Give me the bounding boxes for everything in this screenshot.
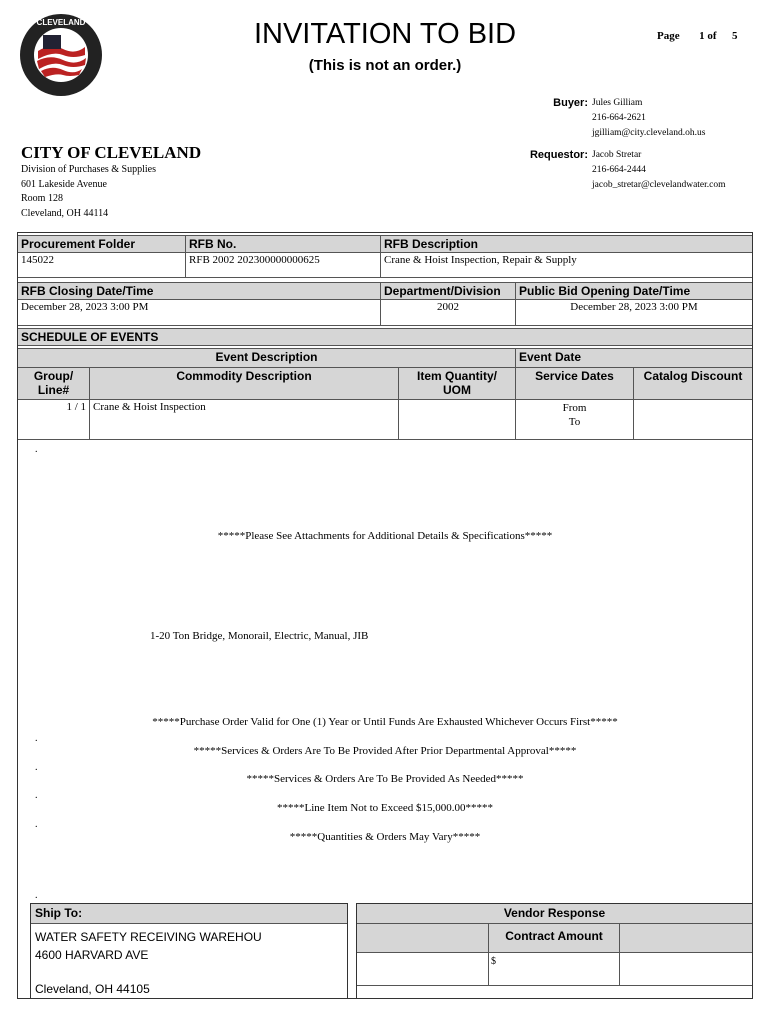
- vendor-right-blank: [620, 924, 752, 953]
- page-indicator: [657, 30, 738, 42]
- line-service-dates: [516, 400, 634, 440]
- commodity-header: Commodity Description: [90, 368, 399, 400]
- svg-text:CLEVELAND: CLEVELAND: [36, 18, 86, 27]
- ship-to-header: Ship To:: [31, 904, 347, 924]
- opening-value: December 28, 2023 3:00 PM: [516, 300, 752, 326]
- bullet-dot: .: [35, 790, 38, 801]
- event-desc-header: Event Description: [18, 348, 516, 368]
- requestor-info: [592, 148, 726, 193]
- page-total: 5: [732, 30, 738, 42]
- note-as-needed: *****Services & Orders Are To Be Provided As Needed*****: [246, 773, 524, 785]
- note-prior-approval: *****Services & Orders Are To Be Provided After Prior Departmental Approval*****: [193, 745, 577, 757]
- requestor-email: jacob_stretar@clevelandwater.com: [592, 180, 726, 190]
- vendor-right-cell: [620, 953, 752, 986]
- requestor-phone: 216-664-2444: [592, 165, 646, 175]
- bullet-dot: .: [35, 819, 38, 830]
- page-title: INVITATION TO BID: [253, 18, 517, 50]
- page-subtitle: (This is not an order.): [308, 57, 462, 74]
- bullet-dot: .: [35, 890, 38, 901]
- bullet-dot: .: [35, 762, 38, 773]
- ship-to-line3: Cleveland, OH 44105: [35, 982, 150, 996]
- org-address: [21, 163, 156, 221]
- catalog-discount-header: Catalog Discount: [634, 368, 752, 400]
- ship-to-address: [31, 924, 347, 998]
- org-city: Cleveland, OH 44114: [21, 207, 109, 219]
- requestor-name: Jacob Stretar: [592, 150, 642, 160]
- ship-to-line2: 4600 HARVARD AVE: [35, 948, 149, 962]
- buyer-phone: 216-664-2621: [592, 113, 646, 123]
- org-street: 601 Lakeside Avenue: [21, 178, 107, 190]
- closing-value: December 28, 2023 3:00 PM: [18, 300, 381, 326]
- org-name: CITY OF CLEVELAND: [21, 143, 202, 162]
- procurement-folder-value: 145022: [18, 253, 186, 278]
- opening-header: Public Bid Opening Date/Time: [516, 282, 752, 300]
- attachments-note: *****Please See Attachments for Additional Details & Specifications*****: [217, 530, 553, 542]
- procurement-folder-header: Procurement Folder: [18, 235, 186, 253]
- line-catalog-discount: [634, 400, 752, 440]
- vendor-left-blank: [357, 924, 489, 953]
- dept-header: Department/Division: [381, 282, 516, 300]
- bullet-dot: .: [35, 733, 38, 744]
- city-seal: [19, 13, 103, 97]
- service-dates-header: Service Dates: [516, 368, 634, 400]
- qty-uom-header: Item Quantity/ UOM: [399, 368, 516, 400]
- page-number: 1: [699, 30, 705, 42]
- note-quantities-vary: *****Quantities & Orders May Vary*****: [289, 831, 481, 843]
- rfb-desc-header: RFB Description: [381, 235, 752, 253]
- buyer-name: Jules Gilliam: [592, 98, 643, 108]
- vendor-response-box: [356, 903, 753, 999]
- service-to: To: [568, 416, 581, 428]
- rfb-no-value: RFB 2002 202300000000625: [186, 253, 381, 278]
- bullet-dot: .: [35, 444, 38, 455]
- vendor-left-cell: [357, 953, 489, 986]
- specs-note: 1-20 Ton Bridge, Monorail, Electric, Manual, JIB: [150, 630, 369, 642]
- closing-header: RFB Closing Date/Time: [18, 282, 381, 300]
- requestor-label: Requestor:: [529, 149, 588, 161]
- org-division: Division of Purchases & Supplies: [21, 164, 156, 175]
- rfb-no-header: RFB No.: [186, 235, 381, 253]
- dept-value: 2002: [381, 300, 516, 326]
- event-date-header: Event Date: [516, 348, 752, 368]
- line-description: Crane & Hoist Inspection: [90, 400, 399, 440]
- contract-amount-field[interactable]: [489, 953, 620, 986]
- buyer-info: [592, 96, 705, 141]
- note-po-valid: *****Purchase Order Valid for One (1) Year or Until Funds Are Exhausted Whichever Occurs First*****: [152, 716, 618, 728]
- vendor-response-header: Vendor Response: [357, 904, 752, 924]
- group-line-header: Group/ Line#: [18, 368, 90, 400]
- buyer-label: Buyer:: [553, 97, 588, 109]
- ship-to-box: [30, 903, 348, 999]
- org-room: Room 128: [21, 193, 63, 204]
- line-quantity: [399, 400, 516, 440]
- line-number: 1 / 1: [18, 400, 90, 440]
- dollar-sign: $: [491, 956, 496, 967]
- page-label: Page: [657, 30, 680, 42]
- buyer-email: jgilliam@city.cleveland.oh.us: [592, 128, 706, 138]
- contract-amount-header: Contract Amount: [489, 924, 620, 953]
- schedule-header: SCHEDULE OF EVENTS: [18, 328, 752, 346]
- page-of: of: [707, 30, 717, 42]
- note-not-exceed: *****Line Item Not to Exceed $15,000.00*****: [277, 802, 493, 814]
- rfb-desc-value: Crane & Hoist Inspection, Repair & Supply: [381, 253, 752, 278]
- service-from: From: [562, 402, 587, 414]
- ship-to-line1: WATER SAFETY RECEIVING WAREHOU: [35, 930, 262, 944]
